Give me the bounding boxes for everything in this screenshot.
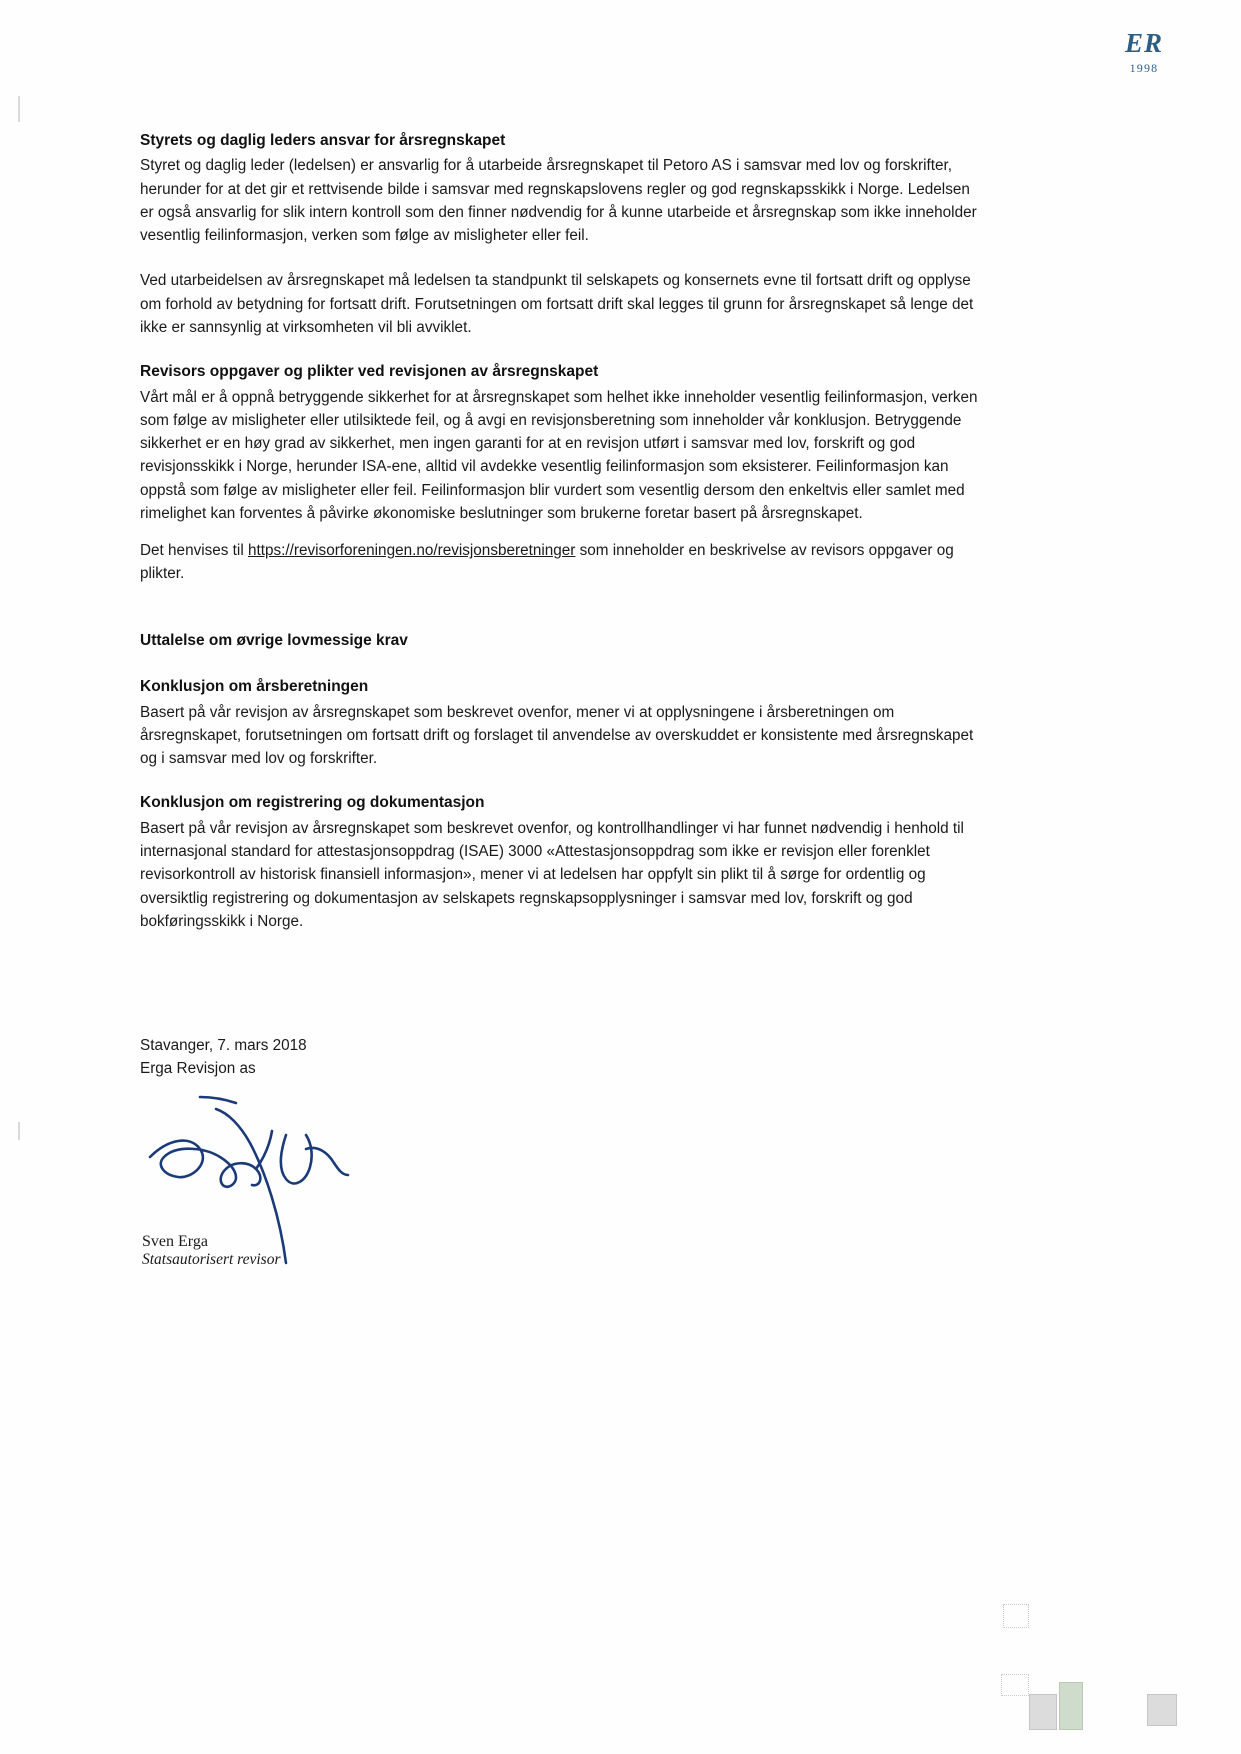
revisorforeningen-link[interactable]: https://revisorforeningen.no/revisjonsberetninger	[247, 542, 576, 560]
scan-edge-mark	[18, 1122, 20, 1140]
section-heading-registration-documentation-opinion: Konklusjon om registrering og dokumentasjon	[140, 794, 485, 812]
paragraph-registration-documentation-opinion: Basert på vår revisjon av årsregnskapet som beskrevet ovenfor, og kontrollhandlinger vi har funnet nødvendig i henhold til internasjonal standard for attestasjonsoppdrag (ISAE) 3000 «Attestasjonsoppdrag som ikke er revisjon eller forenklet revisorkontroll av historisk finansiell informasjon», mener vi at ledelsen har oppfylt sin plikt til å sørge for ordentlig og oversiktlig registrering og dokumentasjon av selskapets regnskapsopplysninger i samsvar med lov, forskrift og god bokføringsskikk i Norge.	[140, 819, 964, 930]
reference-suffix: som inneholder en beskrivelse av revisors oppgaver og plikter.	[140, 542, 954, 583]
section-heading-management-responsibility: Styrets og daglig leders ansvar for årsregnskapet	[140, 132, 506, 149]
paragraph-auditor-responsibility-1: Vårt mål er å oppnå betryggende sikkerhet for at årsregnskapet som helhet ikke inneholder vesentlig feilinformasjon, verken som følge av misligheter eller utilsiktede feil, og å avgi en revisjonsberetning som inneholder vår konklusjon. Betryggende sikkerhet er en høy grad av sikkerhet, men ingen garanti for at en revisjon utført i samsvar med lov, forskrift og god revisjonsskikk i Norge, herunder ISA-ene, alltid vil avdekke vesentlig feilinformasjon som eksisterer. Feilinformasjon kan oppstå som følge av misligheter eller feil. Feilinformasjon blir vurdert som vesentlig dersom den enkeltvis eller samlet med rimelighet kan forventes å påvirke økonomiske beslutninger som brukerne foretar basert på årsregnskapet.	[140, 388, 978, 522]
logo-year-text: 1998	[1129, 61, 1159, 75]
scan-artifact	[1001, 1674, 1029, 1696]
scan-edge-mark	[18, 96, 20, 122]
signature-place-date: Stavanger, 7. mars 2018	[140, 1037, 307, 1054]
signature-company: Erga Revisjon as	[140, 1059, 256, 1077]
logo-mark-text: ER	[1124, 28, 1163, 58]
auditor-logo	[1125, 30, 1163, 76]
paragraph-reference	[140, 539, 985, 586]
scan-artifact	[1059, 1682, 1083, 1730]
handwritten-signature	[140, 1083, 700, 1233]
section-heading-statutory-requirements: Uttalelse om øvrige lovmessige krav	[140, 631, 408, 649]
signatory-name: Sven Erga	[142, 1232, 208, 1250]
scan-artifact	[1003, 1604, 1029, 1628]
document-body	[140, 130, 985, 933]
scan-artifact	[1029, 1694, 1057, 1730]
section-heading-auditor-responsibility: Revisors oppgaver og plikter ved revisjonen av årsregnskapet	[140, 363, 599, 381]
section-heading-annual-report-opinion: Konklusjon om årsberetningen	[140, 678, 369, 696]
paragraph-management-responsibility-2: Ved utarbeidelsen av årsregnskapet må ledelsen ta standpunkt til selskapets og konsernets evne til fortsatt drift og opplyse om forhold av betydning for fortsatt drift. Forutsetningen om fortsatt drift skal legges til grunn for årsregnskapet så lenge det ikke er sannsynlig at virksomheten vil bli avviklet.	[140, 272, 974, 336]
signatory-title: Statsautorisert revisor	[142, 1250, 281, 1268]
paragraph-management-responsibility-1: Styret og daglig leder (ledelsen) er ansvarlig for å utarbeide årsregnskapet til Petoro AS i samsvar med lov og forskrifter, herunder for at det gir et rettvisende bilde i samsvar med regnskapslovens regler og god regnskapsskikk i Norge. Ledelsen er også ansvarlig for slik intern kontroll som den finner nødvendig for å kunne utarbeide et årsregnskap som ikke inneholder vesentlig feilinformasjon, verken som følge av misligheter eller feil.	[140, 157, 977, 245]
signature-block	[140, 1035, 700, 1269]
paragraph-annual-report-opinion: Basert på vår revisjon av årsregnskapet som beskrevet ovenfor, mener vi at opplysningene i årsberetningen om årsregnskapet, forutsetningen om fortsatt drift og forslaget til anvendelse av overskuddet er konsistente med årsregnskapet og i samsvar med lov og forskrifter.	[140, 703, 974, 768]
scan-artifact	[1147, 1694, 1177, 1726]
reference-prefix: Det henvises til	[140, 542, 248, 560]
